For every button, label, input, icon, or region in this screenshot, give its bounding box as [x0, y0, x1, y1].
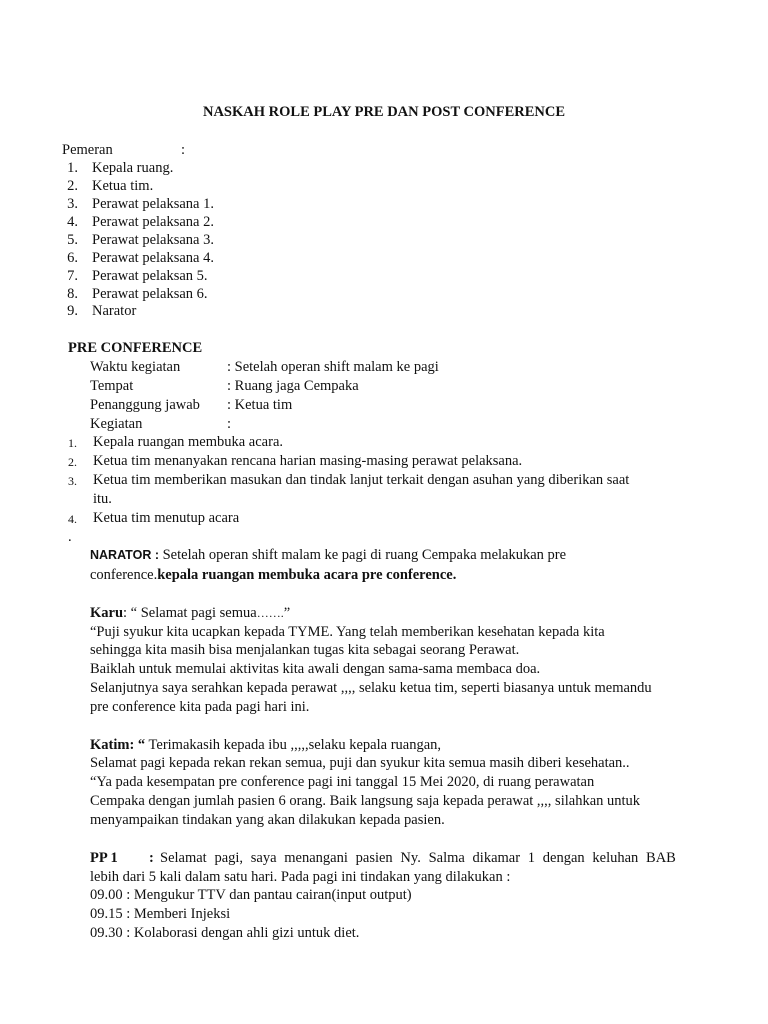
info-label: Penanggung jawab — [90, 397, 200, 413]
stray-dot: . — [68, 529, 72, 545]
list-item: Perawat pelaksana 1. — [92, 196, 214, 212]
katim-line: menyampaikan tindakan yang akan dilakukan kepada pasien. — [90, 812, 445, 828]
karu-line: Baiklah untuk memulai aktivitas kita awali dengan sama-sama membaca doa. — [90, 661, 541, 677]
karu-first-line — [90, 604, 290, 622]
pre-conference-heading: PRE CONFERENCE — [68, 340, 203, 356]
pp1-word: dengan — [542, 850, 585, 866]
pp1-word: menangani — [284, 850, 348, 866]
schedule-row — [90, 905, 230, 923]
narator-text-bold: kepala ruangan membuka acara pre conference. — [157, 567, 457, 583]
katim-line: Selamat pagi kepada rekan rekan semua, puji dan syukur kita semua masih diberi kesehatan.. — [90, 755, 630, 771]
list-number: 5. — [67, 232, 78, 248]
pp1-word: Ny. — [400, 850, 421, 866]
list-number: 7. — [67, 268, 78, 284]
info-label: Waktu kegiatan — [90, 359, 181, 375]
schedule-time: 09.15 — [90, 906, 123, 922]
pp1-word: pasien — [355, 850, 393, 866]
pp1-first-line — [160, 849, 676, 867]
list-number: 4. — [67, 214, 78, 230]
info-value: : — [227, 416, 232, 432]
list-item: Narator — [92, 303, 137, 319]
karu-quote-end: ” — [283, 605, 291, 621]
schedule-text: : Kolaborasi dengan ahli gizi untuk diet. — [122, 925, 360, 941]
karu-line: pre conference kita pada pagi hari ini. — [90, 699, 310, 715]
list-item: Ketua tim menanyakan rencana harian masing-masing perawat pelaksana. — [93, 453, 523, 469]
info-label: Tempat — [90, 378, 134, 394]
karu-line: sehingga kita masih bisa menjalankan tugas kita sebagai seorang Perawat. — [90, 642, 520, 658]
list-item: Perawat pelaksana 4. — [92, 250, 214, 266]
list-item: Ketua tim. — [92, 178, 154, 194]
list-item: Ketua tim memberikan masukan dan tindak lanjut terkait dengan asuhan yang diberikan saat — [93, 472, 630, 488]
pp1-word: saya — [250, 850, 277, 866]
pp1-word: BAB — [646, 850, 676, 866]
list-item: Perawat pelaksana 2. — [92, 214, 214, 230]
schedule-row — [90, 924, 359, 942]
document-title: NASKAH ROLE PLAY PRE DAN POST CONFERENCE — [202, 104, 565, 120]
katim-greeting: Terimakasih kepada ibu ,,,,,selaku kepala ruangan, — [145, 737, 442, 753]
list-item: Kepala ruangan membuka acara. — [93, 434, 284, 450]
pp1-word: Salma — [428, 850, 465, 866]
list-number: 1. — [67, 160, 78, 176]
pp1-word: keluhan — [592, 850, 639, 866]
list-number: 1. — [68, 436, 77, 450]
schedule-text: : Mengukur TTV dan pantau cairan(input output) — [122, 887, 412, 903]
pp1-word: pagi, — [214, 850, 244, 866]
pp1-word: 1 — [527, 850, 536, 866]
list-item: Kepala ruang. — [92, 160, 174, 176]
info-value: : Ketua tim — [227, 397, 293, 413]
info-value: : Setelah operan shift malam ke pagi — [227, 359, 439, 375]
pp1-colon: : — [149, 850, 154, 866]
info-value: : Ruang jaga Cempaka — [227, 378, 359, 394]
schedule-time: 09.00 — [90, 887, 123, 903]
pp1-word: Selamat — [160, 850, 207, 866]
karu-label: Karu — [90, 605, 124, 621]
pp1-line: lebih dari 5 kali dalam satu hari. Pada pagi ini tindakan yang dilakukan : — [90, 869, 511, 885]
narator-line-2 — [90, 566, 456, 584]
schedule-time: 09.30 — [90, 925, 123, 941]
karu-dots: ……. — [256, 606, 284, 620]
list-number: 3. — [68, 474, 77, 488]
karu-line: “Puji syukur kita ucapkan kepada TYME. Yang telah memberikan kesehatan kepada kita — [90, 624, 605, 640]
list-item: Perawat pelaksana 3. — [92, 232, 214, 248]
karu-greeting: : “ Selamat pagi semua — [123, 605, 257, 621]
list-number: 2. — [68, 455, 77, 469]
katim-label: Katim: “ — [90, 737, 146, 753]
katim-first-line — [90, 736, 441, 754]
narator-label: NARATOR : — [90, 548, 159, 562]
narator-text-plain: conference. — [90, 567, 158, 583]
pemeran-label: Pemeran — [62, 142, 113, 158]
schedule-text: : Memberi Injeksi — [122, 906, 231, 922]
list-number: 4. — [68, 512, 77, 526]
list-number: 6. — [67, 250, 78, 266]
katim-line: “Ya pada kesempatan pre conference pagi ini tanggal 15 Mei 2020, di ruang perawatan — [90, 774, 595, 790]
katim-line: Cempaka dengan jumlah pasien 6 orang. Baik langsung saja kepada perawat ,,,, silahkan untuk — [90, 793, 641, 809]
list-item: Ketua tim menutup acara — [93, 510, 240, 526]
list-item: Perawat pelaksan 5. — [92, 268, 208, 284]
narator-text: Setelah operan shift malam ke pagi di ruang Cempaka melakukan pre — [158, 547, 567, 563]
list-item: Perawat pelaksan 6. — [92, 286, 208, 302]
karu-line: Selanjutnya saya serahkan kepada perawat ,,,, selaku ketua tim, seperti biasanya untuk memandu — [90, 680, 652, 696]
list-number: 9. — [67, 303, 78, 319]
list-item-continuation: itu. — [93, 491, 112, 507]
pemeran-colon: : — [181, 142, 186, 158]
pp1-word: dikamar — [472, 850, 521, 866]
info-label: Kegiatan — [90, 416, 143, 432]
list-number: 8. — [67, 286, 78, 302]
narator-line-1 — [90, 546, 566, 564]
list-number: 2. — [67, 178, 78, 194]
list-number: 3. — [67, 196, 78, 212]
schedule-row — [90, 886, 412, 904]
pp1-label: PP 1 — [90, 850, 118, 866]
